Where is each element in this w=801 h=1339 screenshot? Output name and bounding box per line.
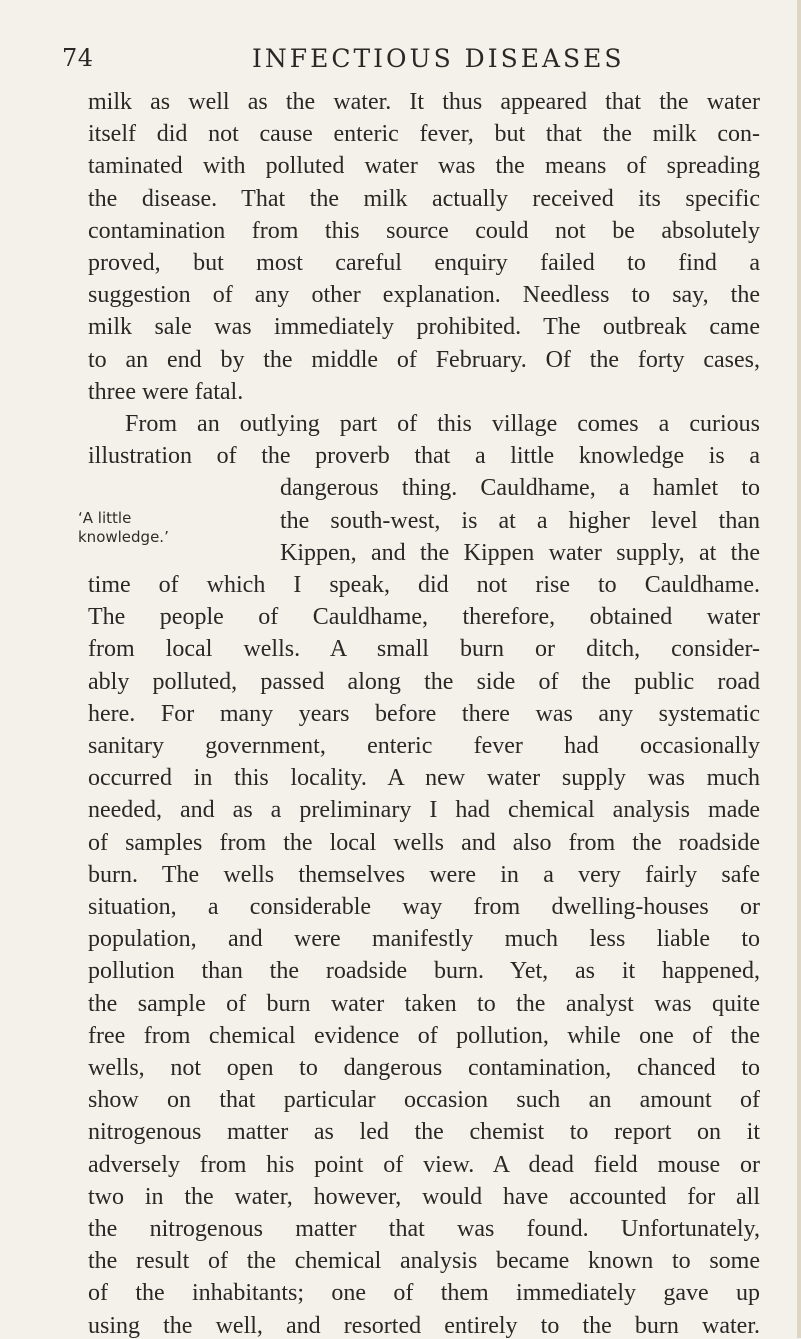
text-line: wells, not open to dangerous contamination, chanced to: [88, 1055, 760, 1081]
text-line: three were fatal.: [88, 378, 244, 405]
text-line: to an end by the middle of February. Of the forty cases,: [88, 346, 760, 373]
running-head: INFECTIOUS DISEASES: [252, 44, 625, 73]
text-line: itself did not cause enteric fever, but that the milk con-: [88, 121, 760, 148]
text-line: the result of the chemical analysis became known to some: [88, 1248, 760, 1275]
text-line: burn. The wells themselves were in a very fairly safe: [88, 861, 760, 888]
text-line: adversely from his point of view. A dead field mouse or: [88, 1151, 760, 1178]
text-line: From an outlying part of this village comes a curious: [125, 411, 760, 437]
text-line: from local wells. A small burn or ditch, consider-: [88, 636, 760, 663]
text-line: suggestion of any other explanation. Needless to say, the: [88, 282, 760, 309]
page-edge: [797, 0, 801, 1338]
text-line: situation, a considerable way from dwelling-houses or: [88, 894, 760, 920]
text-line: ably polluted, passed along the side of the public road: [88, 668, 760, 695]
page-number: 74: [62, 44, 94, 72]
text-line: using the well, and resorted entirely to the burn water.: [88, 1312, 760, 1339]
text-line: milk sale was immediately prohibited. The outbreak came: [88, 314, 760, 341]
text-line: show on that particular occasion such an amount of: [88, 1087, 760, 1114]
text-line: nitrogenous matter as led the chemist to report on it: [88, 1119, 760, 1146]
text-line: pollution than the roadside burn. Yet, as it happened,: [88, 958, 760, 985]
text-line: taminated with polluted water was the means of spreading: [88, 153, 760, 180]
text-line: contamination from this source could not be absolutely: [88, 217, 760, 244]
text-line: occurred in this locality. A new water supply was much: [88, 765, 760, 792]
text-line: free from chemical evidence of pollution, while one of the: [88, 1022, 760, 1049]
text-line: the south-west, is at a higher level than: [280, 507, 760, 534]
text-line: illustration of the proverb that a little knowledge is a: [88, 443, 760, 470]
text-line: of samples from the local wells and also from the roadside: [88, 829, 760, 856]
text-line: population, and were manifestly much less liable to: [88, 926, 760, 953]
text-line: proved, but most careful enquiry failed to find a: [88, 250, 760, 276]
text-line: the nitrogenous matter that was found. Unfortunately,: [88, 1216, 760, 1242]
text-line: sanitary government, enteric fever had occasionally: [88, 733, 760, 759]
text-line: needed, and as a preliminary I had chemical analysis made: [88, 797, 760, 824]
text-line: dangerous thing. Cauldhame, a hamlet to: [280, 475, 760, 502]
text-line: of the inhabitants; one of them immediately gave up: [88, 1280, 760, 1307]
text-line: two in the water, however, would have accounted for all: [88, 1183, 760, 1210]
text-line: The people of Cauldhame, therefore, obtained water: [88, 604, 760, 631]
text-line: time of which I speak, did not rise to Cauldhame.: [88, 572, 760, 598]
text-line: here. For many years before there was any systematic: [88, 700, 760, 727]
text-line: the sample of burn water taken to the analyst was quite: [88, 990, 760, 1017]
text-line: the disease. That the milk actually received its specific: [88, 185, 760, 212]
text-line: Kippen, and the Kippen water supply, at the: [280, 539, 760, 566]
margin-note-line: knowledge.’: [78, 527, 169, 546]
text-line: milk as well as the water. It thus appeared that the water: [88, 89, 760, 115]
margin-note-line: ‘A little: [78, 508, 132, 527]
